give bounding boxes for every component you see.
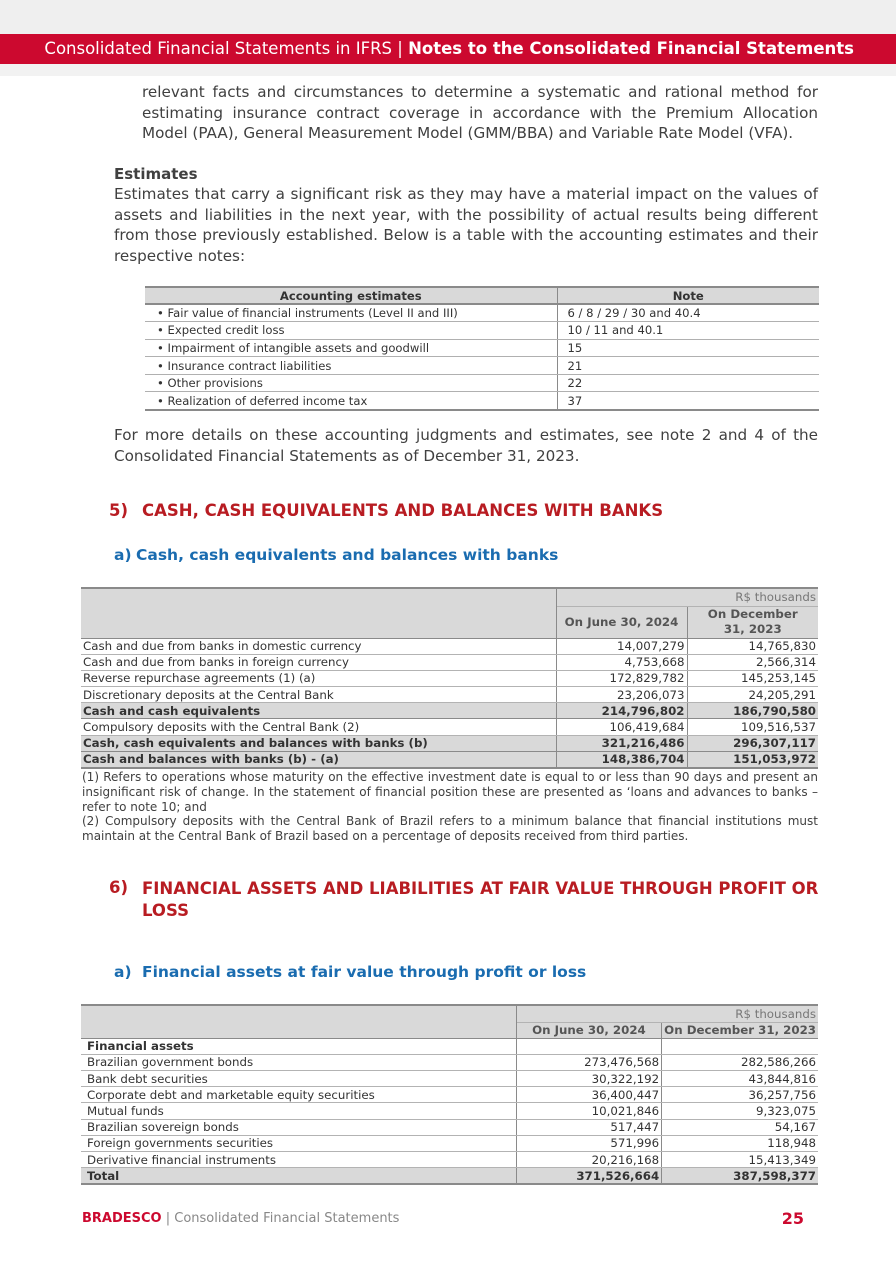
table-row (81, 1119, 818, 1135)
estimate-item: • Impairment of intangible assets and goodwill (145, 339, 557, 357)
fvtpl-row-v2: 282,586,266 (662, 1054, 818, 1070)
cash-unit: R$ thousands (556, 588, 818, 606)
fvtpl-row-v1: 36,400,447 (516, 1087, 662, 1103)
table-row (81, 1087, 818, 1103)
cash-footnote-1: (1) Refers to operations whose maturity on the effective investment date is equal to or less than 90 days and present an insignificant risk of change. In the statement of financial position these are presented as ‘loans and advances to banks – refer to note 10; and (82, 770, 818, 814)
cash-row-label: Cash and cash equivalents (81, 703, 556, 719)
section6-number: 6) (109, 878, 129, 897)
section5-sub-title: Cash, cash equivalents and balances with banks (136, 546, 559, 564)
estimates-text: Estimates that carry a significant risk as they may have a material impact on the values of assets and liabilities in the next year, with the possibility of actual results being different from those previously established. Below is a table with the accounting estimates and their respective notes: (114, 185, 818, 265)
header-prefix: Consolidated Financial Statements in IFRS | (44, 39, 409, 58)
table-row (81, 638, 818, 654)
section5-title: CASH, CASH EQUIVALENTS AND BALANCES WITH BANKS (142, 501, 664, 520)
table-row (145, 304, 819, 322)
cash-row-label: Cash and due from banks in foreign currency (81, 654, 556, 670)
page-header (0, 34, 896, 64)
cash-row-label: Cash and balances with banks (b) - (a) (81, 751, 556, 767)
table-row (145, 322, 819, 340)
fvtpl-row-v2: 9,323,075 (662, 1103, 818, 1119)
estimate-note: 15 (557, 339, 819, 357)
fvtpl-row-label: Corporate debt and marketable equity securities (81, 1087, 516, 1103)
section5-sub-letter: a) (114, 546, 132, 564)
fvtpl-total-label: Total (81, 1168, 516, 1184)
intro-paragraph: relevant facts and circumstances to determine a systematic and rational method for estimating insurance contract coverage in accordance with the Premium Allocation Model (PAA), General Measurement Model (GMM/BBA) and Variable Rate Model (VFA). (142, 83, 818, 142)
cash-row-v2: 145,253,145 (687, 670, 818, 686)
estimate-item: • Realization of deferred income tax (145, 392, 557, 410)
table-row (81, 1038, 818, 1054)
fvtpl-row-label: Foreign governments securities (81, 1135, 516, 1151)
cash-row-v2: 151,053,972 (687, 751, 818, 767)
fvtpl-total-v1: 371,526,664 (516, 1168, 662, 1184)
fvtpl-row-label: Mutual funds (81, 1103, 516, 1119)
footer-separator: | (161, 1211, 175, 1226)
table-row (81, 719, 818, 735)
cash-row-v2: 186,790,580 (687, 703, 818, 719)
fvtpl-row-v2: 54,167 (662, 1119, 818, 1135)
estimate-note: 22 (557, 374, 819, 392)
fvtpl-row-v2: 43,844,816 (662, 1071, 818, 1087)
table-row (81, 751, 818, 767)
more-details-text: For more details on these accounting judgments and estimates, see note 2 and 4 of the Consolidated Financial Statements as of December 31, 2023. (114, 426, 818, 465)
page-footer (82, 1211, 399, 1226)
table-row (81, 654, 818, 670)
cash-row-v2: 14,765,830 (687, 638, 818, 654)
section6-sub-title: Financial assets at fair value through profit or loss (142, 963, 587, 981)
fvtpl-row-v2: 15,413,349 (662, 1152, 818, 1168)
fvtpl-row-v1: 20,216,168 (516, 1152, 662, 1168)
table-row (145, 392, 819, 410)
estimates-table (145, 286, 819, 411)
estimate-note: 6 / 8 / 29 / 30 and 40.4 (557, 304, 819, 322)
estimates-header-item: Accounting estimates (145, 287, 557, 304)
estimates-title: Estimates (114, 165, 198, 183)
cash-row-v1: 106,419,684 (556, 719, 687, 735)
cash-row-label: Cash and due from banks in domestic currency (81, 638, 556, 654)
cash-row-v2: 296,307,117 (687, 735, 818, 751)
cash-row-label: Reverse repurchase agreements (1) (a) (81, 670, 556, 686)
fvtpl-total-v2: 387,598,377 (662, 1168, 818, 1184)
table-row (145, 357, 819, 375)
cash-row-v1: 214,796,802 (556, 703, 687, 719)
table-row (81, 703, 818, 719)
table-row (81, 735, 818, 751)
table-row (81, 1168, 818, 1184)
estimate-item: • Fair value of financial instruments (Level II and III) (145, 304, 557, 322)
fvtpl-row-v1: 273,476,568 (516, 1054, 662, 1070)
fvtpl-unit: R$ thousands (516, 1005, 818, 1022)
table-row (81, 670, 818, 686)
cash-row-v1: 321,216,486 (556, 735, 687, 751)
fvtpl-row-v2: 36,257,756 (662, 1087, 818, 1103)
fvtpl-row-v1: 30,322,192 (516, 1071, 662, 1087)
estimate-item: • Insurance contract liabilities (145, 357, 557, 375)
cash-row-label: Discretionary deposits at the Central Bank (81, 687, 556, 703)
cash-row-v1: 4,753,668 (556, 654, 687, 670)
fvtpl-group-label: Financial assets (81, 1038, 516, 1054)
cash-table (81, 587, 818, 769)
fvtpl-row-label: Bank debt securities (81, 1071, 516, 1087)
table-row (81, 1071, 818, 1087)
fvtpl-table (81, 1004, 818, 1185)
fvtpl-row-v1: 571,996 (516, 1135, 662, 1151)
cash-row-v1: 23,206,073 (556, 687, 687, 703)
cash-row-label: Compulsory deposits with the Central Bank (2) (81, 719, 556, 735)
table-row (145, 374, 819, 392)
fvtpl-col1-header: On June 30, 2024 (516, 1022, 662, 1038)
footer-brand: BRADESCO (82, 1211, 162, 1226)
section6-sub-letter: a) (114, 963, 132, 981)
cash-footnote-2: (2) Compulsory deposits with the Central Bank of Brazil refers to a minimum balance that financial institutions must maintain at the Central Bank of Brazil based on a percentage of deposits received from third parties. (82, 814, 818, 844)
fvtpl-table-corner (81, 1005, 516, 1038)
sub-band (0, 64, 896, 76)
cash-table-corner (81, 588, 556, 638)
header-section: Notes to the Consolidated Financial Statements (408, 39, 854, 58)
top-band (0, 0, 896, 34)
estimate-note: 37 (557, 392, 819, 410)
fvtpl-row-label: Brazilian government bonds (81, 1054, 516, 1070)
section5-number: 5) (109, 501, 129, 520)
fvtpl-row-label: Brazilian sovereign bonds (81, 1119, 516, 1135)
table-row (81, 1135, 818, 1151)
cash-row-v2: 2,566,314 (687, 654, 818, 670)
estimate-note: 21 (557, 357, 819, 375)
cash-col2-header: On December 31, 2023 (687, 606, 818, 638)
cash-row-v1: 14,007,279 (556, 638, 687, 654)
cash-col1-header: On June 30, 2024 (556, 606, 687, 638)
cash-row-label: Cash, cash equivalents and balances with banks (b) (81, 735, 556, 751)
cash-row-v2: 109,516,537 (687, 719, 818, 735)
page-number: 25 (781, 1209, 804, 1228)
table-row (81, 1054, 818, 1070)
cash-row-v2: 24,205,291 (687, 687, 818, 703)
section6-title: FINANCIAL ASSETS AND LIABILITIES AT FAIR VALUE THROUGH PROFIT OR LOSS (142, 879, 819, 920)
table-row (81, 687, 818, 703)
fvtpl-col2-header: On December 31, 2023 (662, 1022, 818, 1038)
fvtpl-row-v2: 118,948 (662, 1135, 818, 1151)
fvtpl-row-v1: 517,447 (516, 1119, 662, 1135)
fvtpl-row-label: Derivative financial instruments (81, 1152, 516, 1168)
fvtpl-row-v1: 10,021,846 (516, 1103, 662, 1119)
table-row (145, 339, 819, 357)
cash-row-v1: 148,386,704 (556, 751, 687, 767)
estimates-header-note: Note (557, 287, 819, 304)
footer-text: Consolidated Financial Statements (174, 1211, 400, 1226)
estimate-note: 10 / 11 and 40.1 (557, 322, 819, 340)
table-row (81, 1103, 818, 1119)
cash-row-v1: 172,829,782 (556, 670, 687, 686)
cash-footnotes (82, 770, 818, 844)
estimate-item: • Other provisions (145, 374, 557, 392)
estimate-item: • Expected credit loss (145, 322, 557, 340)
table-row (81, 1152, 818, 1168)
